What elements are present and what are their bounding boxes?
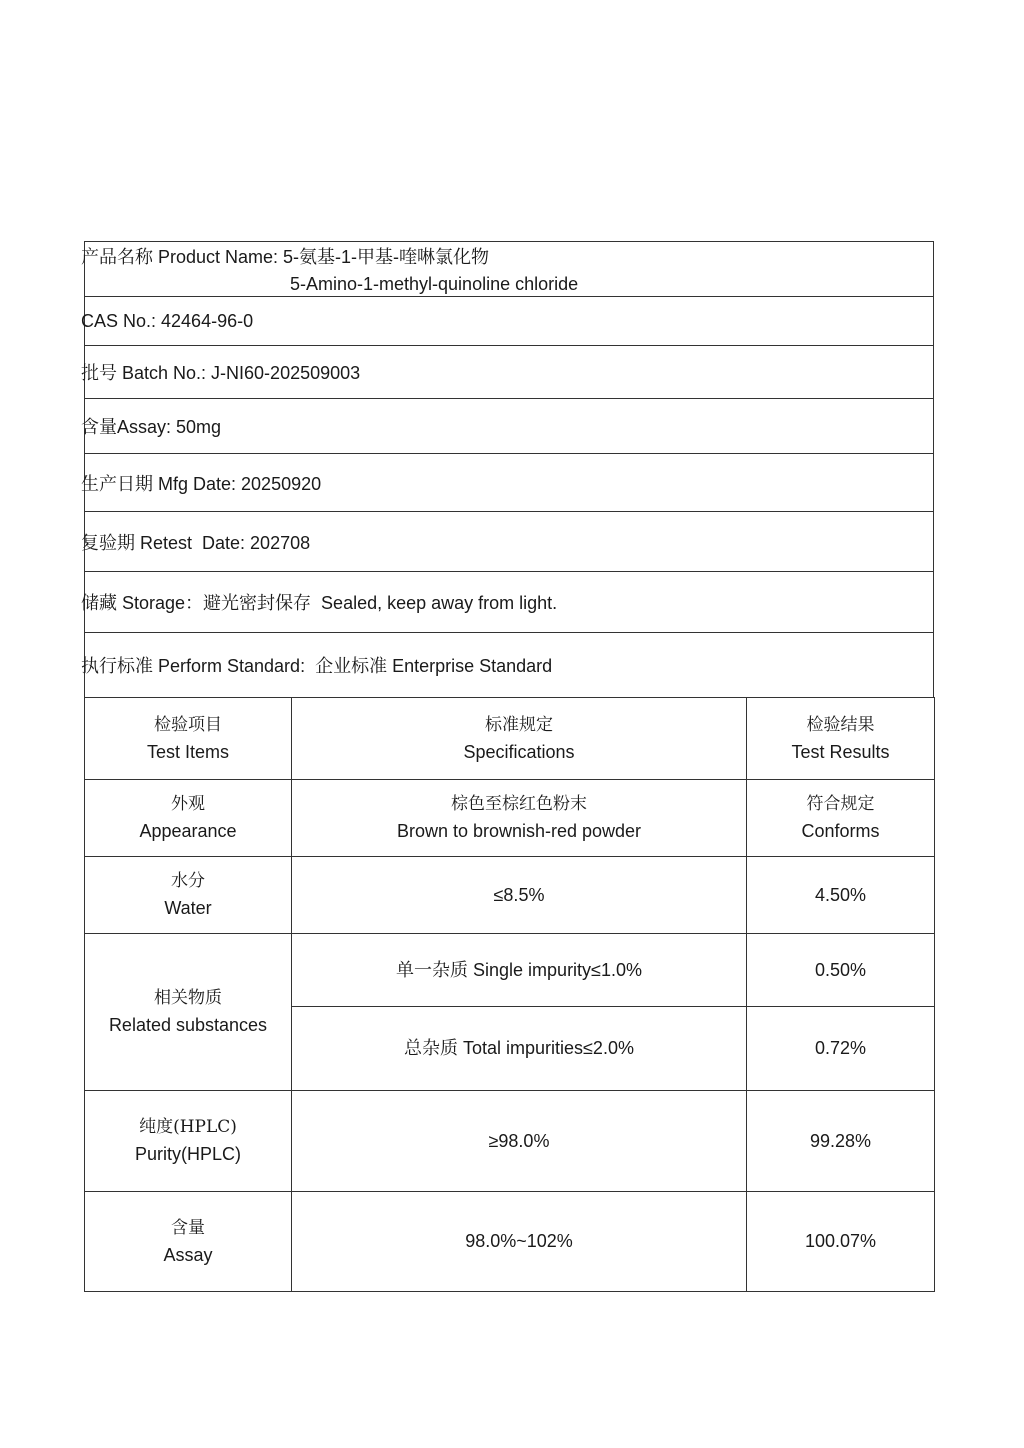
certificate-info-block [81, 241, 934, 697]
storage-row [81, 571, 934, 632]
water-item: 水分 Water [85, 857, 292, 934]
table-header-row [85, 698, 935, 780]
table-row-appearance [85, 780, 935, 857]
assay-item: 含量 Assay [85, 1192, 292, 1292]
retest-date-row [81, 511, 934, 571]
assay-amount: 含量Assay: 50mg [81, 417, 222, 437]
cas-number: CAS No.: 42464-96-0 [81, 310, 254, 331]
total-impurities-result: 0.72% [747, 1007, 935, 1091]
purity-result: 99.28% [747, 1091, 935, 1192]
batch-number: 批号 Batch No.: J-NI60-202509003 [81, 363, 361, 383]
purity-item: 纯度(HPLC) Purity(HPLC) [85, 1091, 292, 1192]
table-row-related-single [85, 934, 935, 1007]
product-name-row [81, 241, 934, 296]
table-row-assay [85, 1192, 935, 1292]
assay-result: 100.07% [747, 1192, 935, 1292]
table-row-purity [85, 1091, 935, 1192]
single-impurity-spec: 单一杂质 Single impurity≤1.0% [292, 934, 747, 1007]
appearance-spec: 棕色至棕红色粉末 Brown to brownish-red powder [292, 780, 747, 857]
storage-condition: 储藏 Storage：避光密封保存 Sealed, keep away from light. [81, 593, 558, 613]
appearance-item: 外观 Appearance [85, 780, 292, 857]
mfg-date-row [81, 453, 934, 511]
product-name-cn: 产品名称 Product Name: 5-氨基-1-甲基-喹啉氯化物 [81, 247, 490, 267]
appearance-result: 符合规定 Conforms [747, 780, 935, 857]
retest-date: 复验期 Retest Date: 202708 [81, 532, 311, 553]
assay-row [81, 398, 934, 453]
perform-standard: 执行标准 Perform Standard: 企业标准 Enterprise Standard [81, 656, 553, 676]
water-result: 4.50% [747, 857, 935, 934]
cas-row [81, 296, 934, 345]
header-specifications: 标准规定 Specifications [292, 698, 747, 780]
header-test-results: 检验结果 Test Results [747, 698, 935, 780]
purity-spec: ≥98.0% [292, 1091, 747, 1192]
total-impurities-spec: 总杂质 Total impurities≤2.0% [292, 1007, 747, 1091]
related-item: 相关物质 Related substances [85, 934, 292, 1091]
water-spec: ≤8.5% [292, 857, 747, 934]
test-results-table [84, 697, 935, 1292]
mfg-date: 生产日期 Mfg Date: 20250920 [81, 473, 322, 494]
batch-row [81, 345, 934, 398]
single-impurity-result: 0.50% [747, 934, 935, 1007]
product-name-en: 5-Amino-1-methyl-quinoline chloride [290, 274, 579, 294]
assay-spec: 98.0%~102% [292, 1192, 747, 1292]
standard-row [81, 632, 934, 697]
header-test-items: 检验项目 Test Items [85, 698, 292, 780]
table-row-water [85, 857, 935, 934]
